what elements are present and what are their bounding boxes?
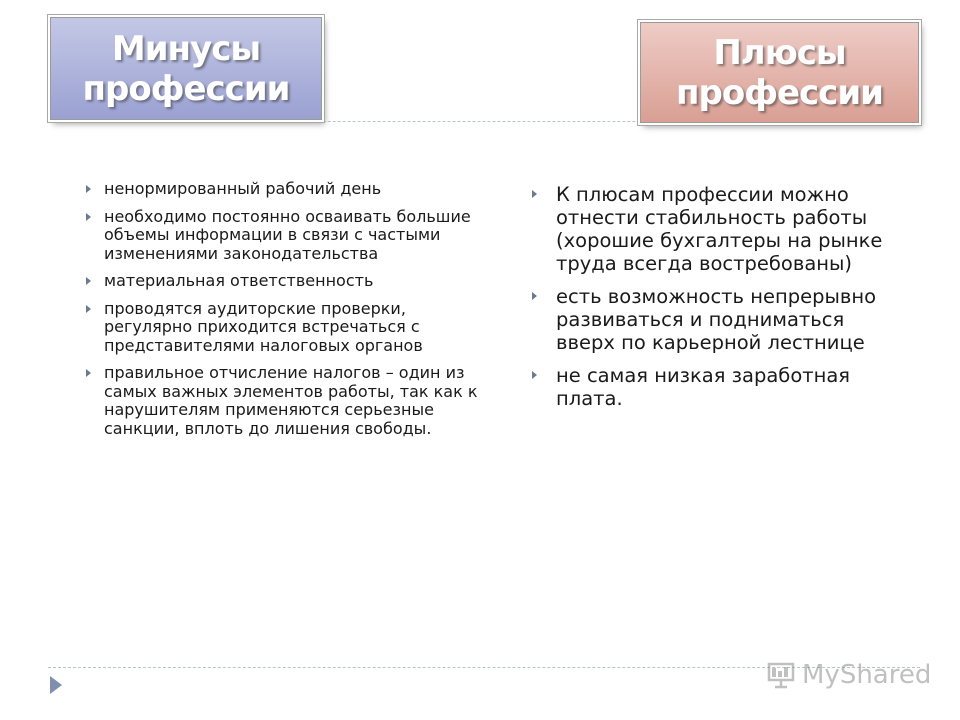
list-item: материальная ответственность bbox=[86, 272, 486, 291]
watermark-logo bbox=[766, 655, 931, 695]
list-item: ненормированный рабочий день bbox=[86, 180, 486, 199]
list-item: правильное отчисление налогов – один из самых важных элементов работы, так как к нарушителям применяются серьезные санкции, вплоть до лишения свободы. bbox=[86, 364, 486, 438]
bullet-arrow-icon bbox=[532, 371, 537, 379]
minus-title-box bbox=[50, 17, 322, 120]
bullet-arrow-icon bbox=[86, 185, 91, 193]
list-item: проводятся аудиторские проверки, регулярно приходится встречаться с представителями налоговых органов bbox=[86, 300, 486, 356]
bullet-arrow-icon bbox=[86, 213, 91, 221]
list-item: К плюсам профессии можно отнести стабильность работы (хорошие бухгалтеры на рынке труда всегда востребованы) bbox=[532, 183, 892, 275]
presentation-screen-icon bbox=[766, 660, 796, 690]
minus-list bbox=[86, 180, 486, 447]
watermark-text: MyShared bbox=[802, 660, 932, 690]
minus-title: Минусы профессии bbox=[82, 28, 290, 109]
list-item: не самая низкая заработная плата. bbox=[532, 364, 892, 410]
list-item: есть возможность непрерывно развиваться и подниматься вверх по карьерной лестнице bbox=[532, 285, 892, 354]
bullet-arrow-icon bbox=[86, 277, 91, 285]
list-item: необходимо постоянно осваивать большие объемы информации в связи с частыми изменениями законодательства bbox=[86, 208, 486, 264]
bullet-arrow-icon bbox=[86, 305, 91, 313]
bullet-arrow-icon bbox=[86, 369, 91, 377]
plus-title-box bbox=[640, 22, 919, 123]
slide-marker-icon bbox=[50, 676, 62, 694]
bullet-arrow-icon bbox=[532, 292, 537, 300]
plus-list bbox=[532, 183, 892, 420]
bullet-arrow-icon bbox=[532, 190, 537, 198]
plus-title: Плюсы профессии bbox=[676, 32, 883, 113]
